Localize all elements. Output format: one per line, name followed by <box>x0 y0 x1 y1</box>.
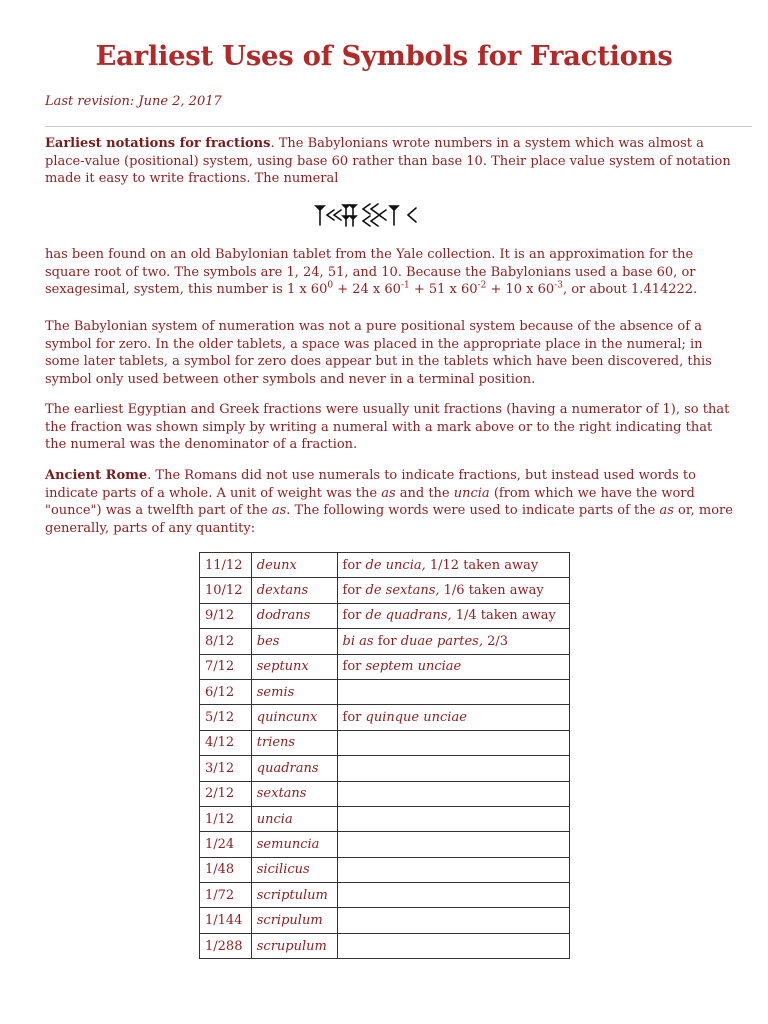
latin-phrase: duae partes, <box>400 633 483 649</box>
meaning-cell <box>337 679 569 704</box>
meaning-cell <box>337 883 569 908</box>
term-as: as <box>659 503 674 518</box>
paragraph-text: has been found on an old Babylonian tablet from the Yale collection. It is an approximation for the square root of two. The symbols are 1, 24, 51, and 10. Because the Babylonians used a base 60, or sexagesimal, system, this number is 1 x 60 <box>45 247 696 297</box>
table-row <box>200 857 570 882</box>
latin-phrase: bi as <box>342 633 374 649</box>
meaning-text: for <box>342 608 366 624</box>
section-heading-ancient-rome: Ancient Rome <box>45 468 148 483</box>
meaning-cell <box>337 781 569 806</box>
paragraph-text: . The following words were used to indicate parts of the <box>286 503 660 518</box>
meaning-text: for <box>342 557 366 573</box>
latin-word-cell: uncia <box>251 806 337 831</box>
exponent: -3 <box>554 280 563 291</box>
fraction-cell: 5/12 <box>200 705 252 730</box>
meaning-cell <box>337 553 569 578</box>
latin-word-cell: scriptulum <box>251 883 337 908</box>
exponent: -2 <box>477 280 487 291</box>
paragraph-babylonian-zero: The Babylonian system of numeration was not a pure positional system because of the absence of a symbol for zero. In the older tablets, a space was placed in the appropriate place in the numeral; in some later tablets, a symbol for zero does appear but in the tablets which have been discovered, this symbol only used between other symbols and never in a terminal position. <box>45 319 712 387</box>
fraction-cell: 9/12 <box>200 603 252 628</box>
table-row <box>200 603 570 628</box>
fraction-cell: 2/12 <box>200 781 252 806</box>
latin-word-cell: semuncia <box>251 832 337 857</box>
divider <box>45 126 752 127</box>
latin-phrase: de sextans, <box>365 583 440 599</box>
latin-phrase: de quadrans, <box>365 608 452 624</box>
meaning-text: for <box>342 710 366 726</box>
table-row <box>200 705 570 730</box>
meaning-cell <box>337 806 569 831</box>
babylonian-cuneiform-numeral-icon <box>312 200 462 230</box>
term-as: as <box>271 503 287 518</box>
meaning-cell <box>337 933 569 958</box>
table-row <box>200 781 570 806</box>
table-row <box>200 806 570 831</box>
table-row <box>200 679 570 704</box>
term-uncia: uncia <box>453 485 490 501</box>
exponent: 0 <box>327 280 334 291</box>
fraction-cell: 1/72 <box>200 883 252 908</box>
table-row <box>200 654 570 679</box>
exponent: -1 <box>400 280 410 291</box>
paragraph-yale-tablet <box>45 246 735 299</box>
meaning-cell <box>337 908 569 933</box>
fraction-cell: 1/24 <box>200 832 252 857</box>
paragraph-text: and the <box>395 485 454 501</box>
fraction-cell: 1/288 <box>200 933 252 958</box>
term-as: as <box>381 485 396 501</box>
paragraph-text: . The Babylonians wrote numbers in a system which was almost a place-value (positional) system, using base 60 rather than base 10. Their place value system of notation made it easy to write fractions. The numeral <box>45 136 731 186</box>
latin-word-cell: bes <box>251 629 337 654</box>
table-row <box>200 553 570 578</box>
latin-word-cell: quadrans <box>251 756 337 781</box>
fraction-cell: 10/12 <box>200 578 252 603</box>
table-row <box>200 933 570 958</box>
paragraph-text: + 24 x 60 <box>333 282 401 297</box>
latin-word-cell: dodrans <box>251 603 337 628</box>
fraction-cell: 11/12 <box>200 553 252 578</box>
table-row <box>200 832 570 857</box>
meaning-text: 1/4 taken away <box>451 608 556 624</box>
paragraph-ancient-rome <box>45 467 735 537</box>
meaning-cell <box>337 603 569 628</box>
table-row <box>200 629 570 654</box>
meaning-cell <box>337 857 569 882</box>
meaning-cell <box>337 756 569 781</box>
latin-word-cell: semis <box>251 679 337 704</box>
latin-word-cell: sicilicus <box>251 857 337 882</box>
meaning-text: 1/12 taken away <box>425 557 539 573</box>
latin-phrase: de uncia, <box>365 557 426 573</box>
table-row <box>200 730 570 755</box>
section-heading-earliest-notations: Earliest notations for fractions <box>45 136 271 151</box>
latin-word-cell: quincunx <box>251 705 337 730</box>
fraction-cell: 4/12 <box>200 730 252 755</box>
meaning-cell <box>337 578 569 603</box>
fraction-cell: 1/12 <box>200 806 252 831</box>
meaning-text: for <box>373 633 401 649</box>
latin-phrase: septem unciae <box>365 659 462 675</box>
page-title: Earliest Uses of Symbols for Fractions <box>95 40 673 72</box>
paragraph-text: . The Romans did not use numerals to indicate fractions, but instead used words to indicate parts of a whole. A unit of weight was the <box>45 468 696 501</box>
fraction-cell: 7/12 <box>200 654 252 679</box>
paragraph-text: (from which we have the word "ounce") was a twelfth part of the <box>45 485 695 518</box>
latin-word-cell: sextans <box>251 781 337 806</box>
paragraph-text: or, more generally, parts of any quantity: <box>45 503 733 536</box>
meaning-cell <box>337 730 569 755</box>
latin-word-cell: deunx <box>251 553 337 578</box>
paragraph-earliest-notations <box>45 135 735 188</box>
meaning-cell <box>337 705 569 730</box>
table-body <box>200 553 570 959</box>
paragraph-egyptian-greek: The earliest Egyptian and Greek fractions were usually unit fractions (having a numerator of 1), so that the fraction was shown simply by writing a numeral with a mark above or to the right indicating that the numeral was the denominator of a fraction. <box>45 402 730 452</box>
fraction-cell: 1/48 <box>200 857 252 882</box>
table-row <box>200 883 570 908</box>
meaning-text: 1/6 taken away <box>439 583 544 599</box>
fraction-cell: 8/12 <box>200 629 252 654</box>
meaning-text: 2/3 <box>482 633 509 649</box>
paragraph-text: + 51 x 60 <box>409 282 478 297</box>
latin-word-cell: scrupulum <box>251 933 337 958</box>
fraction-cell: 1/144 <box>200 908 252 933</box>
latin-word-cell: triens <box>251 730 337 755</box>
meaning-text: for <box>342 659 366 675</box>
latin-word-cell: septunx <box>251 654 337 679</box>
fraction-cell: 6/12 <box>200 679 252 704</box>
latin-phrase: quinque unciae <box>365 710 467 726</box>
meaning-cell <box>337 629 569 654</box>
latin-word-cell: dextans <box>251 578 337 603</box>
latin-word-cell: scripulum <box>251 908 337 933</box>
meaning-cell <box>337 832 569 857</box>
revision-date: Last revision: June 2, 2017 <box>45 94 222 109</box>
meaning-text: for <box>342 583 366 599</box>
paragraph-text: , or about 1.414222. <box>562 282 698 297</box>
roman-fractions-table <box>199 552 570 959</box>
table-row <box>200 756 570 781</box>
table-row <box>200 578 570 603</box>
meaning-cell <box>337 654 569 679</box>
paragraph-text: + 10 x 60 <box>486 282 555 297</box>
fraction-cell: 3/12 <box>200 756 252 781</box>
table-row <box>200 908 570 933</box>
